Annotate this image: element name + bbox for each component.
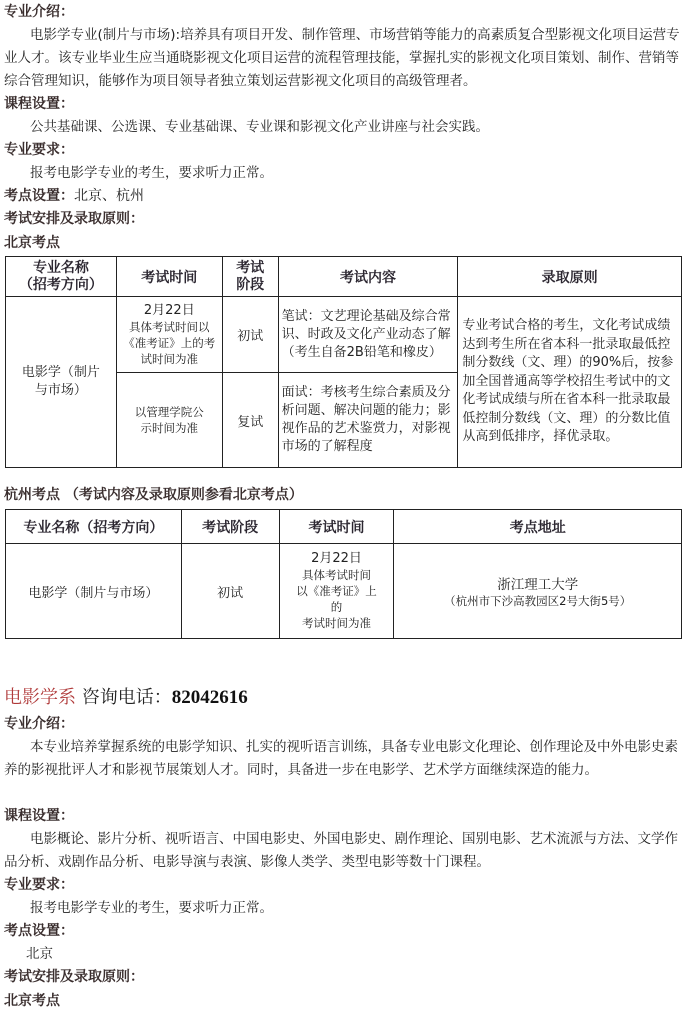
course-heading-2: 课程设置： <box>4 808 74 824</box>
header-stage <box>222 257 278 297</box>
header-major: 专业名称（招考方向） <box>6 510 182 544</box>
table-header-row <box>6 510 682 544</box>
header-address: 考点地址 <box>394 510 682 544</box>
header-time: 考试时间 <box>116 257 222 297</box>
hangzhou-heading: 杭州考点 （考试内容及录取原则参看北京考点） <box>4 487 303 503</box>
department-name: 电影学系 <box>4 687 76 708</box>
exam-sites-text: 北京、杭州 <box>74 188 144 204</box>
time-note-2: 以《准考证》上 <box>296 584 377 598</box>
requirement-text-2: 报考电影学专业的考生，要求听力正常。 <box>30 900 273 916</box>
beijing-exam-table <box>5 256 682 468</box>
course-heading: 课程设置： <box>4 96 74 112</box>
table-row <box>6 544 682 639</box>
phone-label: 咨询电话： <box>81 687 172 708</box>
time-cell: 以管理学院公示时间为准 <box>116 373 222 468</box>
beijing-heading: 北京考点 <box>4 235 60 251</box>
header-major-line1: 专业名称 <box>32 259 89 276</box>
header-stage-line2: 阶段 <box>236 276 265 293</box>
table-row <box>6 297 682 373</box>
intro-text-2: 本专业培养掌握系统的电影学知识、扎实的视听语言训练，具备专业电影文化理论、创作理论及中外电影史素养的影视批评人才和影视节展策划人才。同时，具备进一步在电影学、艺术学方面继续深造的能力。 <box>4 739 678 778</box>
address-cell <box>394 544 682 639</box>
header-stage: 考试阶段 <box>181 510 279 544</box>
intro-heading-2: 专业介绍： <box>4 716 74 732</box>
arrangement-heading-2: 考试安排及录取原则： <box>4 969 144 985</box>
intro-heading: 专业介绍： <box>4 4 74 20</box>
time-date: 2月22日 <box>311 551 362 566</box>
department-title <box>4 686 248 710</box>
exam-sites-line <box>4 186 144 206</box>
intro-text: 电影学专业(制片与市场):培养具有项目开发、制作管理、市场营销等能力的高素质复合型影视文化项目运营专业人才。该专业毕业生应当通晓影视文化项目运营的流程管理技能，掌握扎实的影视文化项目策划、制作、营销等综合管理知识，能够作为项目领导者独立策划运营影视文化项目的高级管理者。 <box>4 27 680 89</box>
requirement-heading-2: 专业要求： <box>4 877 74 893</box>
exam-sites-heading-2: 考点设置： <box>4 923 74 939</box>
header-major-line2: （招考方向） <box>18 276 103 293</box>
course-text-2: 电影概论、影片分析、视听语言、中国电影史、外国电影史、剧作理论、国别电影、艺术流派与方法、文学作品分析、戏剧作品分析、电影导演与表演、影像人类学、类型电影等数十门课程。 <box>4 831 678 870</box>
header-content: 考试内容 <box>278 257 458 297</box>
table-header-row <box>6 257 682 297</box>
stage-cell: 初试 <box>181 544 279 639</box>
address-name: 浙江理工大学 <box>497 577 579 593</box>
exam-sites-text-2: 北京 <box>26 946 53 962</box>
exam-sites-heading: 考点设置： <box>4 188 74 204</box>
time-date: 2月22日 <box>143 302 195 318</box>
time-note-3: 的 <box>330 600 343 614</box>
header-major <box>6 257 117 297</box>
admission-cell: 专业考试合格的考生，文化考试成绩达到考生所在省本科一批录取最低控制分数线（文、理）的90%后，按参加全国普通高等学校招生考试中的文化考试成绩与所在省本科一批录取最低控制分数线（文、理）的分数比值从高到低排序，择优录取。 <box>458 297 682 468</box>
requirement-heading: 专业要求： <box>4 142 74 158</box>
major-cell: 电影学（制片与市场） <box>6 297 117 468</box>
content-cell: 笔试：文艺理论基础及综合常识、时政及文化产业动态了解（考生自备2B铅笔和橡皮） <box>278 297 458 373</box>
major-cell: 电影学（制片与市场） <box>6 544 182 639</box>
course-text: 公共基础课、公选课、专业基础课、专业课和影视文化产业讲座与社会实践。 <box>30 119 489 135</box>
beijing-heading-2: 北京考点 <box>4 993 60 1009</box>
time-cell <box>116 297 222 373</box>
requirement-text: 报考电影学专业的考生，要求听力正常。 <box>30 165 273 181</box>
time-note: 具体考试时间以《准考证》上的考试时间为准 <box>123 319 216 366</box>
phone-number: 82042616 <box>171 687 248 708</box>
header-admission: 录取原则 <box>458 257 682 297</box>
stage-cell: 初试 <box>222 297 278 373</box>
time-note-1: 具体考试时间 <box>302 568 372 582</box>
hangzhou-exam-table <box>5 509 682 639</box>
arrangement-heading: 考试安排及录取原则： <box>4 211 144 227</box>
address-detail: （杭州市下沙高教园区2号大街5号） <box>444 594 632 608</box>
time-note-4: 考试时间为准 <box>302 616 372 630</box>
time-cell <box>279 544 394 639</box>
content-cell: 面试：考核考生综合素质及分析问题、解决问题的能力；影视作品的艺术鉴赏力，对影视市场的了解程度 <box>278 373 458 468</box>
header-stage-line1: 考试 <box>236 259 265 276</box>
stage-cell: 复试 <box>222 373 278 468</box>
header-time: 考试时间 <box>279 510 394 544</box>
